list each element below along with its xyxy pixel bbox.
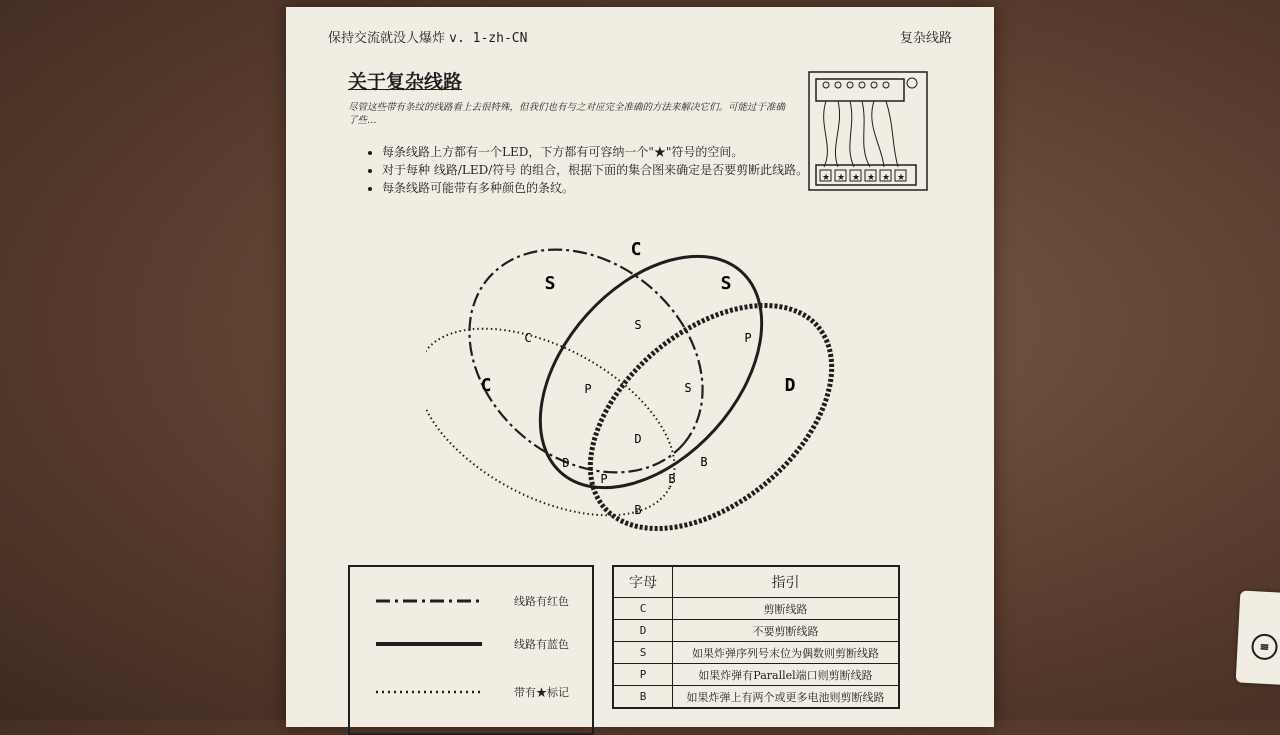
legend-star: [350, 682, 592, 702]
row-instruction: 剪断线路: [673, 598, 900, 620]
section-title: 关于复杂线路: [348, 71, 463, 93]
venn-set-label: S: [544, 273, 556, 294]
module-illustration: [808, 71, 928, 191]
intro-text: 尽管这些带有条纹的线路看上去很特殊，但我们也有与之对应完全准确的方法来解决它们。可能过于准确了些…: [348, 102, 786, 126]
venn-region: P: [584, 382, 592, 396]
legend-box: [348, 565, 594, 735]
row-letter: S: [613, 642, 673, 664]
menu-button[interactable]: [1236, 590, 1280, 685]
venn-red-set: [426, 227, 747, 518]
venn-set-label: S: [720, 273, 732, 294]
legend-star-label: 带有★标记: [514, 686, 569, 699]
rule-item: • 每条线路上方都有一个LED，下方都有可容纳一个"★"符号的空间。: [382, 143, 812, 161]
venn-region: P: [744, 331, 752, 345]
table-row: [613, 598, 899, 620]
row-letter: P: [613, 664, 673, 686]
col-instruction-header: 指引: [673, 566, 900, 598]
row-instruction: 不要剪断线路: [673, 620, 900, 642]
table-header-row: [613, 566, 899, 598]
venn-region: B: [634, 503, 642, 517]
venn-set-label: D: [784, 375, 796, 396]
venn-led-set: [548, 261, 856, 537]
legend-red: [350, 591, 592, 611]
venn-diagram: [426, 227, 856, 537]
legend-blue: [350, 634, 592, 654]
svg-text:★: ★: [837, 173, 846, 183]
svg-text:★: ★: [897, 173, 906, 183]
venn-star-set: [426, 290, 708, 537]
svg-text:★: ★: [867, 173, 876, 183]
venn-region: S: [634, 318, 642, 332]
venn-region: B: [700, 455, 708, 469]
row-instruction: 如果炸弹上有两个或更多电池则剪断线路: [673, 686, 900, 709]
venn-set-label: C: [630, 239, 642, 260]
table-row: [613, 664, 899, 686]
table-row: [613, 686, 899, 709]
table-row: [613, 642, 899, 664]
legend-red-label: 线路有红色: [514, 595, 569, 608]
rules-list: [366, 143, 812, 197]
game-title: 保持交流就没人爆炸: [328, 31, 446, 46]
rule-item: • 每条线路可能带有多种颜色的条纹。: [382, 179, 812, 197]
venn-region: D: [634, 432, 642, 446]
solid-line-icon: [376, 634, 486, 654]
instruction-table: [612, 565, 900, 709]
dash-dot-line-icon: [376, 591, 486, 611]
venn-region: B: [668, 472, 676, 486]
venn-region: C: [524, 331, 532, 345]
svg-text:★: ★: [822, 173, 831, 183]
venn-region: D: [562, 456, 570, 470]
page-header-left: [328, 27, 527, 46]
row-instruction: 如果炸弹有Parallel端口则剪断线路: [673, 664, 900, 686]
row-letter: D: [613, 620, 673, 642]
legend-blue-label: 线路有蓝色: [514, 638, 569, 651]
dotted-line-icon: [376, 682, 486, 702]
version-label: v. 1-zh-CN: [449, 31, 528, 46]
svg-text:★: ★: [852, 173, 861, 183]
row-letter: C: [613, 598, 673, 620]
manual-page: [286, 7, 994, 727]
venn-blue-set: [497, 227, 805, 530]
venn-region: S: [684, 381, 692, 395]
venn-set-label: C: [480, 375, 492, 396]
table-row: [613, 620, 899, 642]
menu-icon: ≡: [1251, 633, 1278, 660]
venn-region: P: [600, 472, 608, 486]
svg-text:★: ★: [882, 173, 891, 183]
row-instruction: 如果炸弹序列号末位为偶数则剪断线路: [673, 642, 900, 664]
row-letter: B: [613, 686, 673, 709]
module-name: 复杂线路: [899, 31, 952, 46]
rule-item: • 对于每种 线路/LED/符号 的组合，根据下面的集合图来确定是否要剪断此线路。: [382, 161, 812, 179]
col-letter-header: 字母: [613, 566, 673, 598]
